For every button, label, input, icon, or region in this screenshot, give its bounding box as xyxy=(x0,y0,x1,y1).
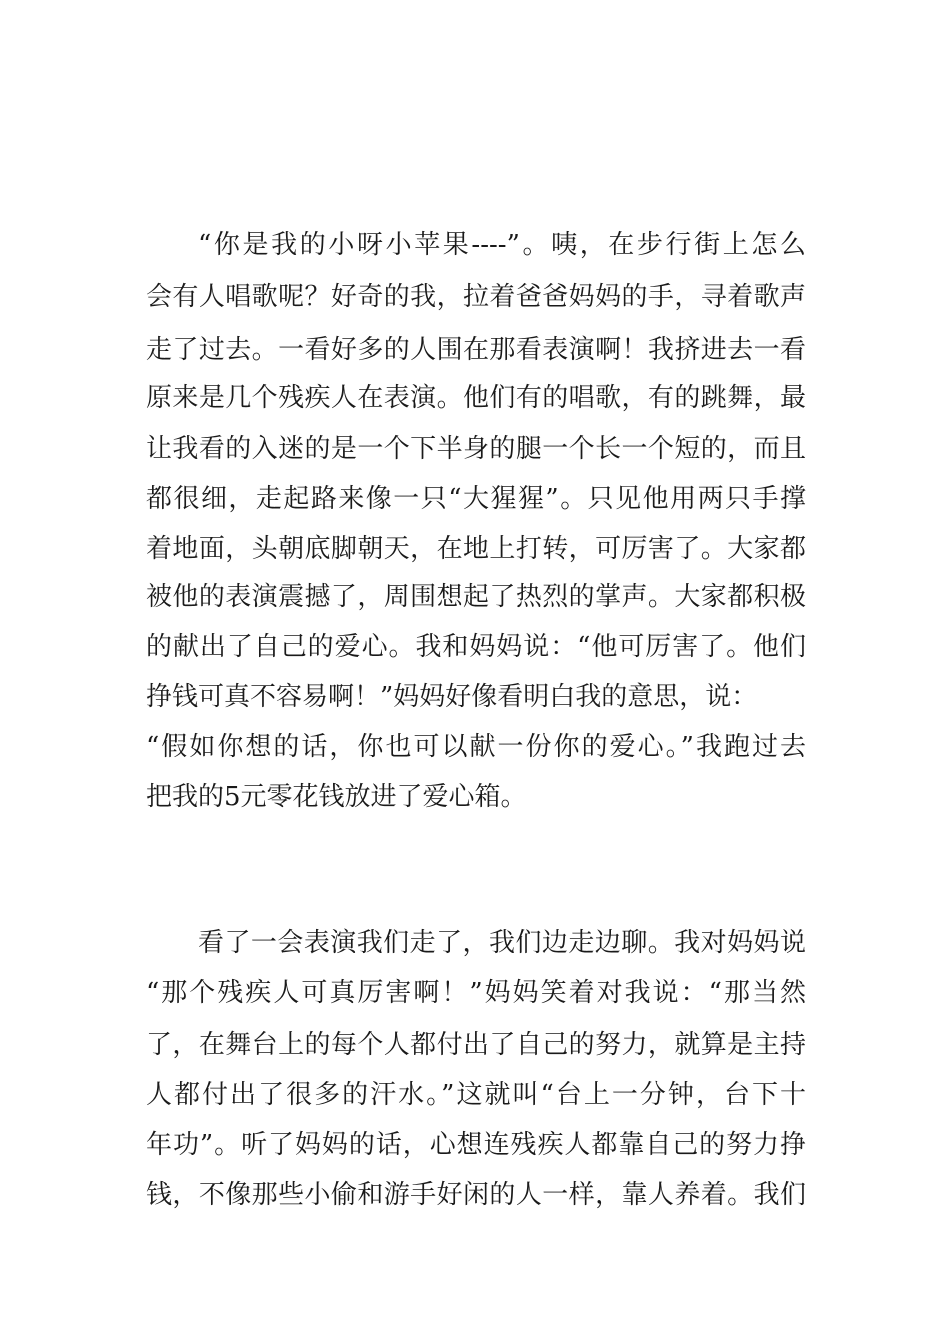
paragraph-line: “你是我的小呀小苹果----”。咦，在步行街上怎么 xyxy=(198,230,806,260)
paragraph-line: 看了一会表演我们走了，我们边走边聊。我对妈妈说 xyxy=(198,928,806,958)
paragraph-line: 了，在舞台上的每个人都付出了自己的努力，就算是主持 xyxy=(146,1030,806,1060)
paragraph-line: 的献出了自己的爱心。我和妈妈说：“他可厉害了。他们 xyxy=(146,632,806,662)
paragraph-line: 年功”。听了妈妈的话，心想连残疾人都靠自己的努力挣 xyxy=(146,1130,806,1160)
paragraph-line: 挣钱可真不容易啊！”妈妈好像看明白我的意思，说： xyxy=(146,682,758,712)
paragraph-line: 钱，不像那些小偷和游手好闲的人一样，靠人养着。我们 xyxy=(146,1180,806,1210)
paragraph-line: 会有人唱歌呢？好奇的我，拉着爸爸妈妈的手，寻着歌声 xyxy=(146,282,806,312)
paragraph-line: “那个残疾人可真厉害啊！”妈妈笑着对我说：“那当然 xyxy=(146,978,806,1008)
paragraph-line: 原来是几个残疾人在表演。他们有的唱歌，有的跳舞，最 xyxy=(146,383,806,413)
paragraph-line: 着地面，头朝底脚朝天，在地上打转，可厉害了。大家都 xyxy=(146,534,806,564)
paragraph-line: 被他的表演震撼了，周围想起了热烈的掌声。大家都积极 xyxy=(146,582,806,612)
paragraph-line: 走了过去。一看好多的人围在那看表演啊！我挤进去一看 xyxy=(146,335,806,365)
paragraph-line: “假如你想的话，你也可以献一份你的爱心。”我跑过去 xyxy=(146,732,806,762)
paragraph-line: 都很细，走起路来像一只“大猩猩”。只见他用两只手撑 xyxy=(146,484,806,514)
paragraph-line: 人都付出了很多的汗水。”这就叫“台上一分钟，台下十 xyxy=(146,1080,806,1110)
paragraph-line: 让我看的入迷的是一个下半身的腿一个长一个短的，而且 xyxy=(146,434,806,464)
paragraph-line: 把我的5元零花钱放进了爱心箱。 xyxy=(146,782,527,812)
